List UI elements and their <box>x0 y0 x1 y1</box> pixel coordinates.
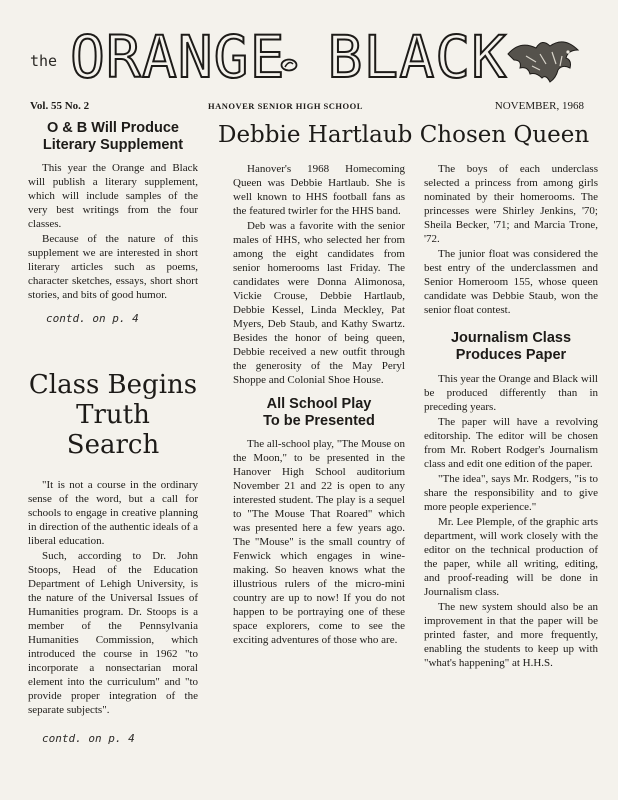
issue-info-bar <box>30 100 586 116</box>
truth-search-headline: Class Begins Truth Search <box>28 370 198 460</box>
queen-paragraph: Deb was a favorite with the senior males of HHS, who selected her from among the eight candidates from senior homerooms last Friday. The candidates were Donna Alimonosa, Vickie Crouse, Debbie Hartlaub, Debbie Kessel, Linda Meckley, Pat Myers, Deb Staub, and Kathy Swartz. Besides the honor of being queen, Debbie received a new outfit through the generosity of the May Peryl Shoppe and Colonial Shoe House. <box>233 220 405 386</box>
journalism-headline: Journalism Class Produces Paper <box>450 330 572 363</box>
eagle-logo-icon <box>506 34 580 84</box>
supplement-headline: O & B Will Produce Literary Supplement <box>42 120 184 153</box>
queen-paragraph: The junior float was considered the best entry of the underclassmen and Senior Homeroom 155, whose queen candidate was Debbie Staub, won the senior float contest. <box>424 248 598 316</box>
play-headline: All School Play To be Presented <box>263 396 375 429</box>
school-name: HANOVER SENIOR HIGH SCHOOL <box>208 101 363 111</box>
journalism-paragraph: The paper will have a revolving editorship. The editor will be chosen from Mr. Robert Rodger's Journalism class and edit one edition of the paper. <box>424 416 598 470</box>
queen-paragraph: The boys of each underclass selected a princess from among girls nominated by their homerooms. The princesses were Shirley Jenkins, '70; Sheila Becker, '71; and Marcia Trone, '72. <box>424 163 598 245</box>
play-paragraph: The all-school play, "The Mouse on the Moon," to be presented in the Hanover High School auditorium November 21 and 22 is open to any interested student. The play is a sequel to "The Mouse That Roared" which was presented here a few years ago. The "Mouse" is the small country of Fenwick which engages in wine-making. So heaven knows what the illustrious rulers of the micro-mini country are up to now! If you do not happen to be portraying one of these space explorers, come to see the exciting adventures of those who are. <box>233 438 405 646</box>
truth-search-paragraph: "It is not a course in the ordinary sense of the word, but a call for schools to engage in creative planning in direction of the authentic ideals of a liberal education. <box>28 479 198 547</box>
queen-article-right <box>424 162 598 671</box>
truth-search-article <box>28 370 198 746</box>
truth-search-paragraph: Such, according to Dr. John Stoops, Head of the Education Department of Lehigh University, is the nature of the Universal Issues of Humanities program. Dr. Stoops is a member of the Pennsylvania Humanities Commission, which introduced the course in 1962 "to incorporate a nonsectarian moral element into the curriculum" and "to provide proper integration of the separate subjects". <box>28 550 198 716</box>
masthead-title-orange: ORANGE <box>70 23 286 91</box>
truth-search-continued-note: contd. on p. 4 <box>42 732 135 745</box>
supplement-article <box>28 120 198 326</box>
supplement-paragraph: This year the Orange and Black will publish a literary supplement, which will include samples of the very best writings from the four classes. <box>28 162 198 230</box>
masthead-title <box>70 23 508 91</box>
volume-number: Vol. 55 No. 2 <box>30 100 90 112</box>
supplement-paragraph: Because of the nature of this supplement we are interested in short literary articles such as poems, character sketches, essays, short short stories, and bits of good humor. <box>28 233 198 301</box>
journalism-paragraph: This year the Orange and Black will be produced differently than in preceding years. <box>424 373 598 413</box>
supplement-continued-note: contd. on p. 4 <box>46 312 139 325</box>
masthead <box>0 0 618 100</box>
masthead-the: the <box>30 52 58 70</box>
queen-article-left <box>233 162 405 648</box>
issue-date: NOVEMBER, 1968 <box>494 100 584 112</box>
journalism-paragraph: "The idea", says Mr. Rodgers, "is to share the responsibility and to give more people experience." <box>424 473 598 513</box>
queen-paragraph: Hanover's 1968 Homecoming Queen was Debbie Hartlaub. She is well known to HHS football fans as the featured twirler for the HHS band. <box>233 163 405 217</box>
journalism-paragraph: Mr. Lee Plemple, of the graphic arts department, will work closely with the editor on the technical production of the paper, while all writing, editing, and proof-reading will be done in Journalism class. <box>424 516 598 598</box>
queen-headline: Debbie Hartlaub Chosen Queen <box>218 122 590 148</box>
masthead-title-black: BLACK <box>327 23 508 91</box>
ampersand-ornament-icon <box>280 58 298 72</box>
journalism-paragraph: The new system should also be an improvement in that the paper will be printed faster, and more frequently, enabling the students to keep up with "what's happening" at H.H.S. <box>424 601 598 669</box>
